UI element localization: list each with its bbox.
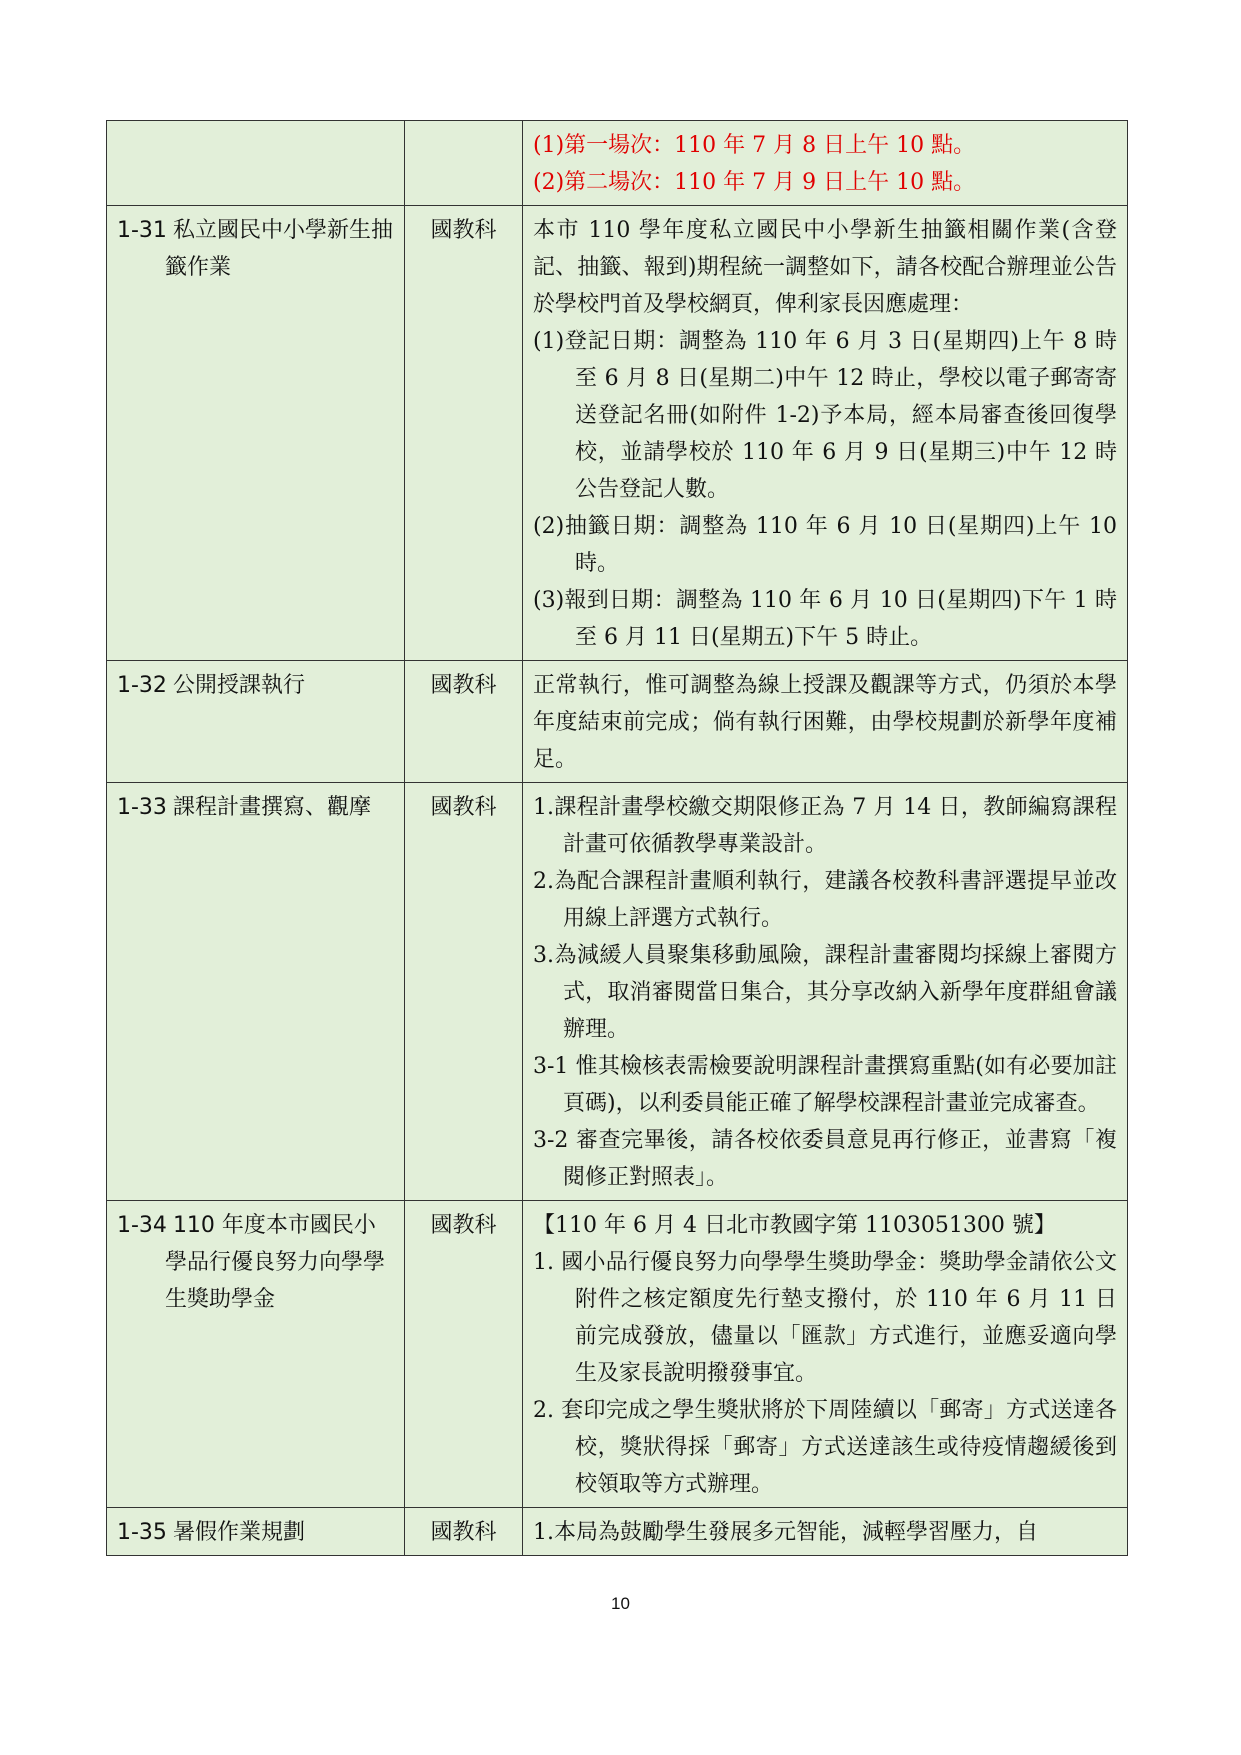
unit-cell: 國教科 [405,1508,523,1556]
page-number: 10 [611,1594,630,1613]
item-name: 課程計畫撰寫、觀摩 [172,795,371,820]
item-name: 公開授課執行 [172,673,305,698]
document-table [106,120,1128,1556]
description-cell [523,206,1128,661]
description-line: 正常執行，惟可調整為線上授課及觀課等方式，仍須於本學年度結束前完成；倘有執行困難，由學校規劃於新學年度補足。 [533,673,1117,772]
item-code: 1-33 [117,795,167,820]
description-line: 1.課程計畫學校繳交期限修正為 7 月 14 日，教師編寫課程計畫可依循教學專業設計。 [533,795,1117,857]
table-row [107,783,1128,1201]
table-row [107,121,1128,206]
description-line: (3)報到日期：調整為 110 年 6 月 10 日(星期四)下午 1 時至 6 月 11 日(星期五)下午 5 時止。 [533,588,1117,650]
description-cell [523,783,1128,1201]
description-cell [523,661,1128,783]
description-line: (1)登記日期：調整為 110 年 6 月 3 日(星期四)上午 8 時至 6 月 8 日(星期二)中午 12 時止，學校以電子郵寄寄送登記名冊(如附件 1-2)予本局，經本局審查後回復學校，並請學校於 110 年 6 月 9 日(星期三)中午 12 時公告登記人數。 [533,329,1117,502]
table-row [107,1201,1128,1508]
table-row [107,661,1128,783]
table-row [107,1508,1128,1556]
unit-cell: 國教科 [405,661,523,783]
description-line: 1. 國小品行優良努力向學學生獎助學金：獎助學金請依公文附件之核定額度先行墊支撥付，於 110 年 6 月 11 日前完成發放，儘量以「匯款」方式進行，並應妥適向學生及家長說明撥發事宜。 [533,1250,1117,1386]
item-cell [107,1201,405,1508]
unit-cell: 國教科 [405,1201,523,1508]
description-line: (2)第二場次：110 年 7 月 9 日上午 10 點。 [533,170,976,195]
description-cell [523,1508,1128,1556]
description-line: 2. 套印完成之學生獎狀將於下周陸續以「郵寄」方式送達各校，獎狀得採「郵寄」方式送達該生或待疫情趨緩後到校領取等方式辦理。 [533,1398,1117,1497]
item-cell [107,1508,405,1556]
description-line: (1)第一場次：110 年 7 月 8 日上午 10 點。 [533,133,976,158]
item-cell [107,121,405,206]
unit-cell: 國教科 [405,206,523,661]
item-code: 1-31 [117,218,167,243]
description-line: 3-2 審查完畢後，請各校依委員意見再行修正，並書寫「複閱修正對照表」。 [533,1128,1117,1190]
item-code: 1-34 [117,1213,167,1238]
item-name: 110 年度本市國民小學品行優良努力向學學生獎助學金 [165,1213,386,1312]
description-cell [523,1201,1128,1508]
item-code: 1-35 [117,1520,167,1545]
item-name: 暑假作業規劃 [172,1520,305,1545]
item-name: 私立國民中小學新生抽籤作業 [165,218,393,280]
description-line: 1.本局為鼓勵學生發展多元智能，減輕學習壓力，自 [533,1520,1038,1545]
description-line: 本市 110 學年度私立國民中小學新生抽籤相關作業(含登記、抽籤、報到)期程統一調整如下，請各校配合辦理並公告於學校門首及學校網頁，俾利家長因應處理： [533,218,1117,317]
description-line: 3-1 惟其檢核表需檢要說明課程計畫撰寫重點(如有必要加註頁碼)，以利委員能正確了解學校課程計畫並完成審查。 [533,1054,1117,1116]
description-line: 【110 年 6 月 4 日北市教國字第 1103051300 號】 [533,1213,1056,1238]
description-line: 2.為配合課程計畫順利執行，建議各校教科書評選提早並改用線上評選方式執行。 [533,869,1117,931]
item-cell [107,783,405,1201]
item-code: 1-32 [117,673,167,698]
table-row [107,206,1128,661]
description-line: (2)抽籤日期：調整為 110 年 6 月 10 日(星期四)上午 10 時。 [533,514,1117,576]
item-cell [107,661,405,783]
description-cell [523,121,1128,206]
unit-cell [405,121,523,206]
description-line: 3.為減緩人員聚集移動風險，課程計畫審閱均採線上審閱方式，取消審閱當日集合，其分享改納入新學年度群組會議辦理。 [533,943,1117,1042]
unit-cell: 國教科 [405,783,523,1201]
item-cell [107,206,405,661]
